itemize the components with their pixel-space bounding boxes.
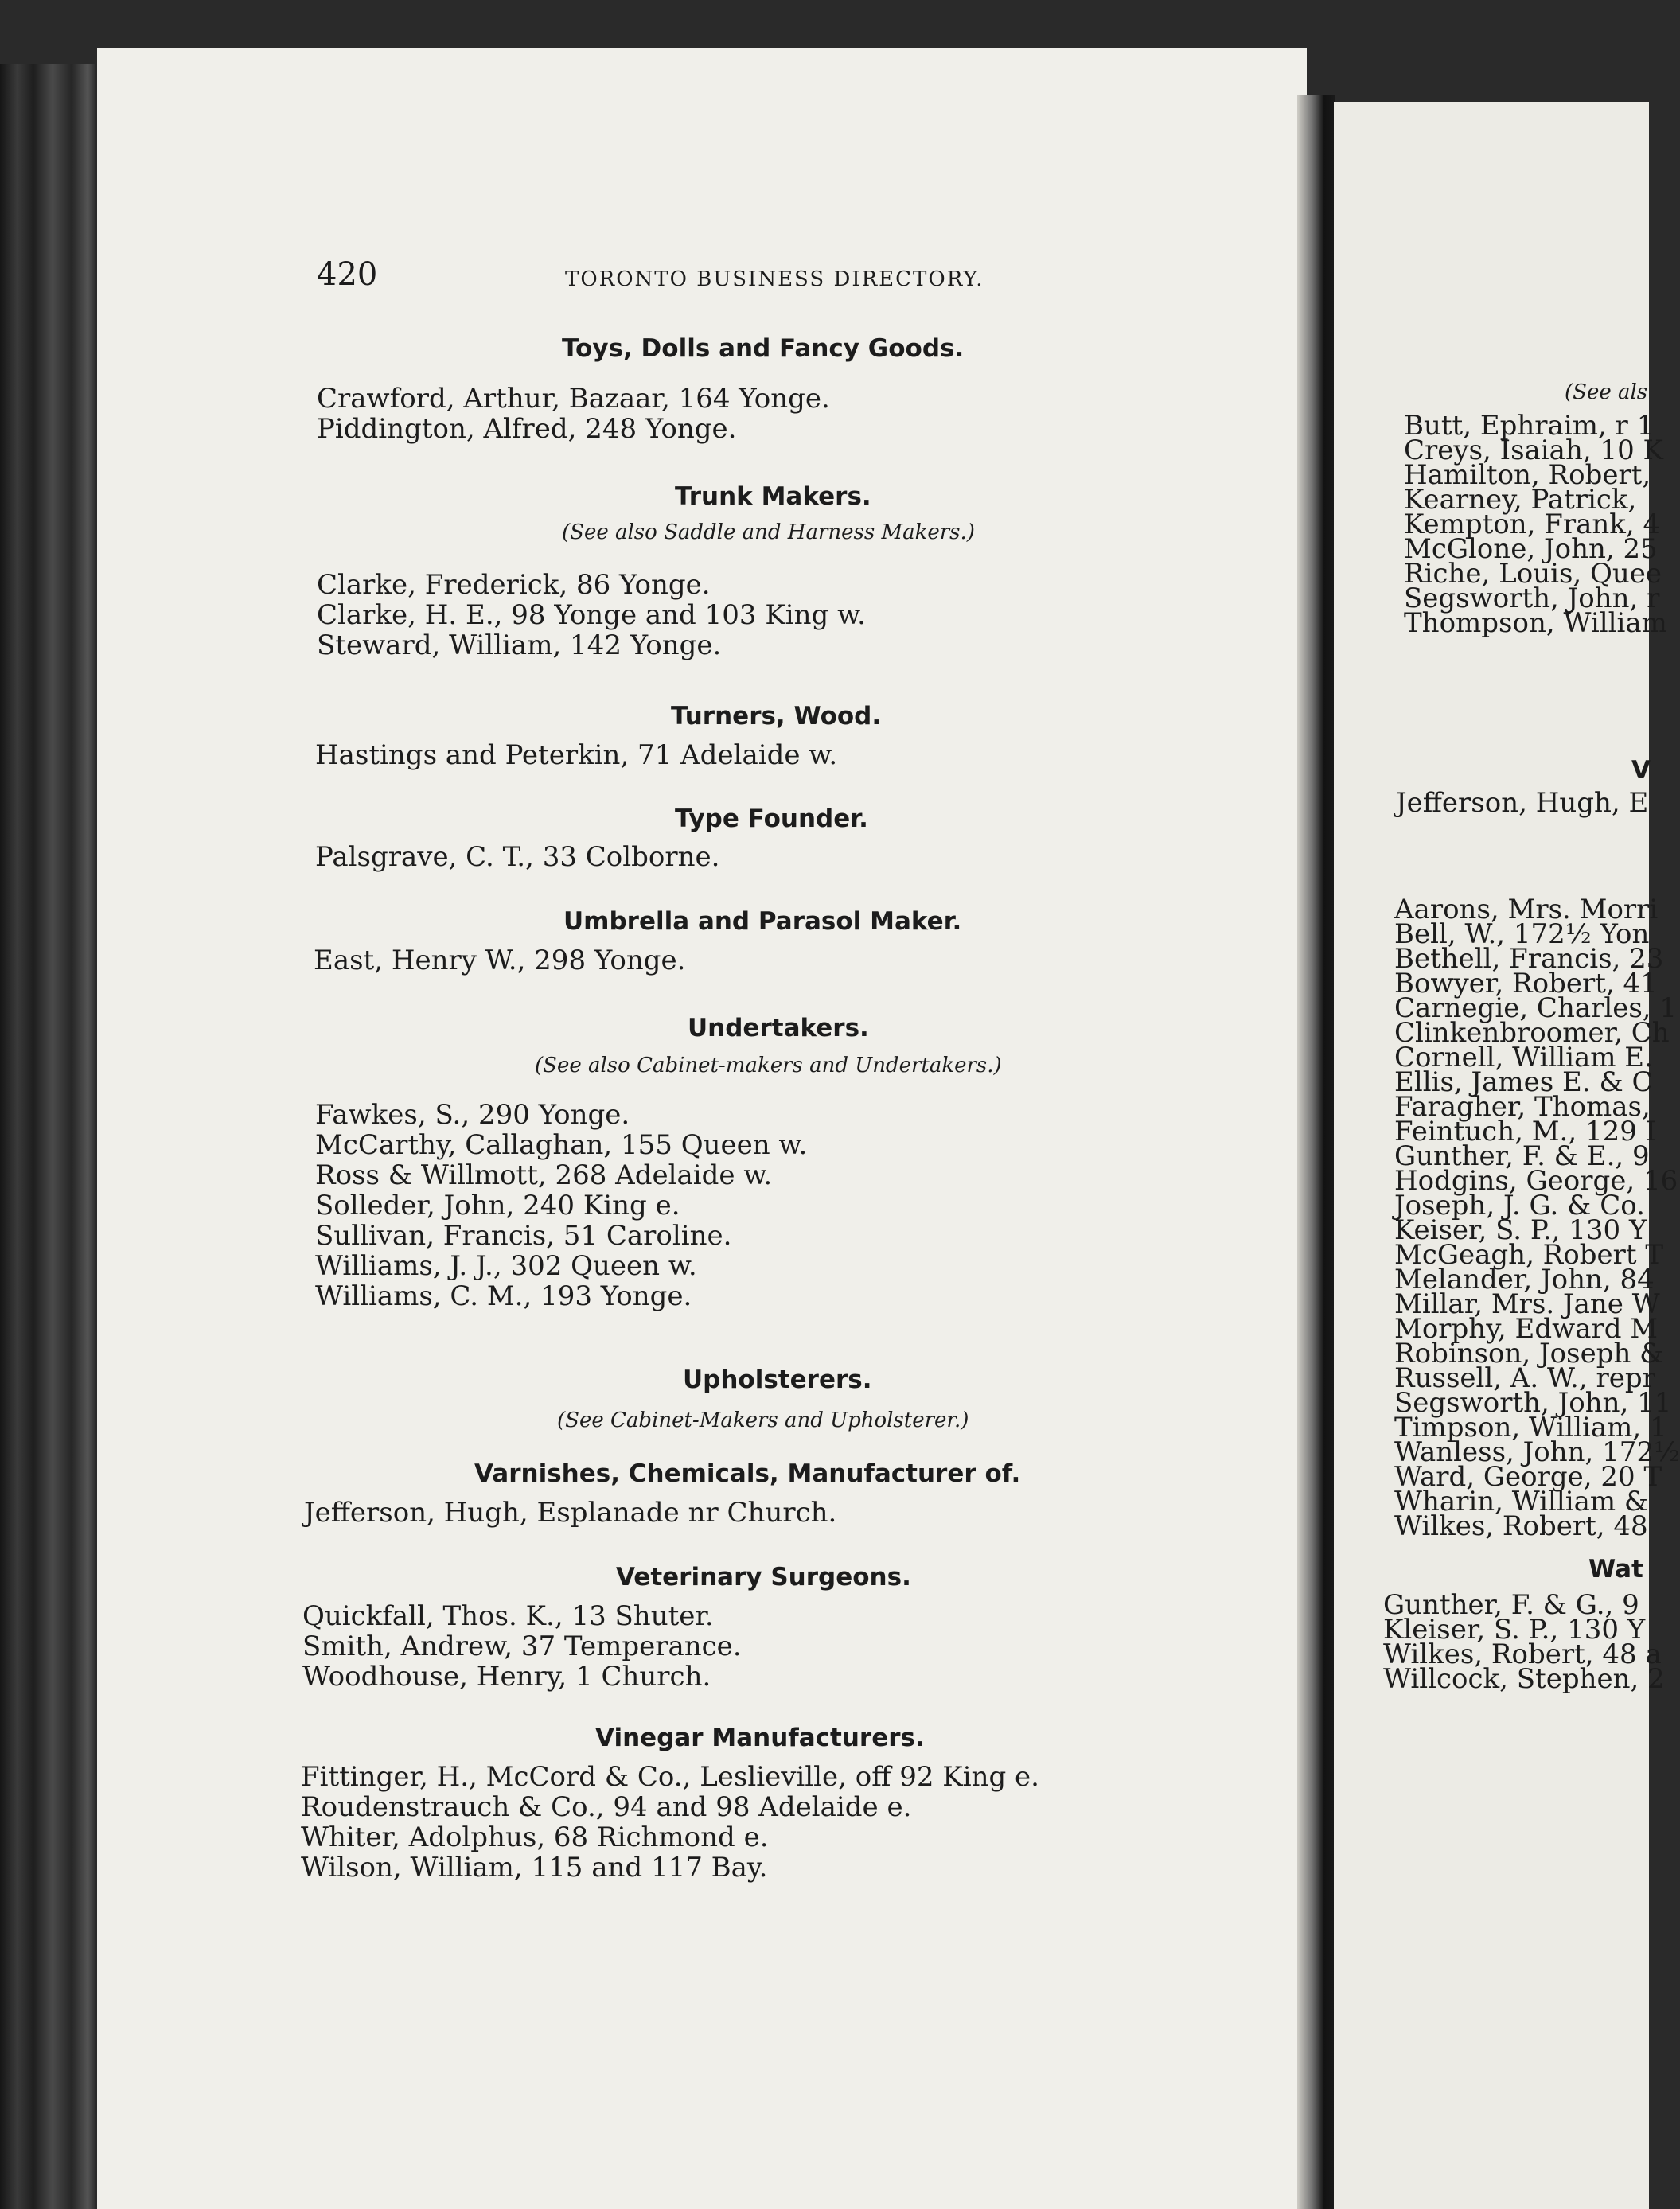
listing-entry: Millar, Mrs. Jane W	[1394, 1288, 1660, 1320]
section-heading-upholsterers: Upholsterers.	[683, 1366, 872, 1394]
listing-entry: Ward, George, 20 T	[1394, 1461, 1662, 1493]
listing-entry: Segsworth, John, 11	[1394, 1387, 1672, 1419]
listing-entry: Fittinger, H., McCord & Co., Leslieville, off 92 King e.	[301, 1761, 1039, 1793]
listing-entry: Cornell, William E.	[1394, 1042, 1653, 1073]
listing-entry: Creys, Isaiah, 10 K	[1404, 434, 1663, 466]
right-page-note: (See als	[1565, 380, 1648, 404]
listing-entry: Robinson, Joseph &	[1394, 1338, 1664, 1369]
listing-entry: Hodgins, George, 16	[1394, 1165, 1678, 1197]
listing-entry: Keiser, S. P., 130 Y	[1394, 1214, 1647, 1246]
see-also-note-undertakers: (See also Cabinet-makers and Undertakers.)	[535, 1054, 1002, 1077]
listing-entry: Thompson, William	[1404, 607, 1667, 639]
listing-entry: Kleiser, S. P., 130 Y	[1383, 1614, 1646, 1646]
right-page-block-2	[1396, 787, 1649, 819]
listing-entry: Bethell, Francis, 23	[1394, 943, 1664, 975]
page-number: 420	[317, 256, 378, 293]
see-note-upholsterers: (See Cabinet-Makers and Upholsterer.)	[557, 1408, 969, 1432]
section-entries-trunk-makers	[317, 570, 866, 660]
listing-entry: Gunther, F. & G., 9	[1383, 1589, 1639, 1621]
section-entries-varnishes	[304, 1498, 836, 1528]
listing-entry: Bell, W., 172½ Yon	[1394, 918, 1650, 950]
listing-entry: Russell, A. W., repr	[1394, 1362, 1655, 1394]
listing-entry: Crawford, Arthur, Bazaar, 164 Yonge.	[317, 383, 830, 415]
listing-entry: Kearney, Patrick,	[1404, 484, 1637, 516]
listing-entry: Melander, John, 84	[1394, 1264, 1655, 1295]
listing-entry: Williams, J. J., 302 Queen w.	[315, 1250, 697, 1282]
listing-entry: Quickfall, Thos. K., 13 Shuter.	[302, 1600, 714, 1632]
listing-entry: Feintuch, M., 129 I	[1394, 1116, 1657, 1147]
listing-entry: Kempton, Frank, 4	[1404, 508, 1661, 540]
book-spine	[0, 64, 95, 2209]
listing-entry: Jefferson, Hugh, E	[1396, 787, 1649, 819]
section-entries-vinegar	[301, 1762, 1039, 1883]
section-heading-trunk-makers: Trunk Makers.	[675, 482, 871, 511]
right-page-block-4	[1383, 1589, 1665, 1695]
listing-entry: McGeagh, Robert T	[1394, 1239, 1664, 1271]
right-page-heading-2: Wat	[1588, 1555, 1643, 1584]
listing-entry: Morphy, Edward M	[1394, 1313, 1659, 1345]
see-also-note-trunk-makers: (See also Saddle and Harness Makers.)	[562, 520, 975, 544]
listing-entry: Piddington, Alfred, 248 Yonge.	[317, 413, 737, 445]
listing-entry: Faragher, Thomas,	[1394, 1091, 1651, 1123]
listing-entry: Riche, Louis, Quee	[1404, 558, 1662, 590]
listing-entry: Whiter, Adolphus, 68 Richmond e.	[301, 1821, 769, 1853]
listing-entry: Wilkes, Robert, 48	[1394, 1510, 1648, 1542]
listing-entry: Solleder, John, 240 King e.	[315, 1190, 680, 1221]
right-page-block-3	[1394, 894, 1680, 1542]
listing-entry: Ross & Willmott, 268 Adelaide w.	[315, 1159, 773, 1191]
listing-entry: Smith, Andrew, 37 Temperance.	[302, 1630, 742, 1662]
listing-entry: Woodhouse, Henry, 1 Church.	[302, 1661, 711, 1693]
listing-entry: Wanless, John, 172½	[1394, 1436, 1680, 1468]
listing-entry: McCarthy, Callaghan, 155 Queen w.	[315, 1129, 808, 1161]
listing-entry: Fawkes, S., 290 Yonge.	[315, 1099, 630, 1131]
listing-entry: Wharin, William &	[1394, 1486, 1649, 1517]
listing-entry: McGlone, John, 25	[1404, 533, 1658, 565]
listing-entry: Clinkenbroomer, Ch	[1394, 1017, 1670, 1049]
listing-entry: Ellis, James E. & C	[1394, 1066, 1653, 1098]
listing-entry: Jefferson, Hugh, Esplanade nr Church.	[304, 1497, 837, 1529]
right-page-block-1	[1404, 410, 1667, 639]
listing-entry: Gunther, F. & E., 9	[1394, 1140, 1650, 1172]
listing-entry: Aarons, Mrs. Morri	[1394, 894, 1659, 925]
section-entries-type-founder	[315, 842, 719, 872]
listing-entry: Clarke, H. E., 98 Yonge and 103 King w.	[317, 599, 866, 631]
listing-entry: Butt, Ephraim, r 1	[1404, 410, 1655, 442]
listing-entry: Hastings and Peterkin, 71 Adelaide w.	[315, 739, 838, 771]
section-heading-turners-wood: Turners, Wood.	[671, 702, 882, 730]
listing-entry: Willcock, Stephen, 2	[1383, 1663, 1665, 1695]
listing-entry: Timpson, William, 1	[1394, 1412, 1667, 1443]
right-page	[1334, 102, 1680, 2209]
running-head: TORONTO BUSINESS DIRECTORY.	[565, 267, 984, 291]
section-heading-type-founder: Type Founder.	[675, 805, 868, 833]
listing-entry: Williams, C. M., 193 Yonge.	[315, 1280, 692, 1312]
listing-entry: Clarke, Frederick, 86 Yonge.	[317, 569, 711, 601]
listing-entry: Carnegie, Charles, 1	[1394, 992, 1678, 1024]
listing-entry: Hamilton, Robert,	[1404, 459, 1651, 491]
listing-entry: East, Henry W., 298 Yonge.	[314, 945, 686, 976]
listing-entry: Steward, William, 142 Yonge.	[317, 629, 722, 661]
book-gutter	[1297, 95, 1335, 2209]
section-entries-veterinary	[302, 1601, 742, 1692]
listing-entry: Bowyer, Robert, 41	[1394, 968, 1658, 999]
listing-entry: Segsworth, John, r	[1404, 582, 1660, 614]
section-entries-turners-wood	[315, 740, 837, 770]
section-heading-varnishes: Varnishes, Chemicals, Manufacturer of.	[474, 1459, 1021, 1488]
section-entries-umbrella	[314, 945, 685, 976]
listing-entry: Sullivan, Francis, 51 Caroline.	[315, 1220, 732, 1252]
section-heading-veterinary: Veterinary Surgeons.	[616, 1563, 911, 1591]
section-heading-undertakers: Undertakers.	[688, 1014, 869, 1042]
right-page-heading-1: V	[1631, 756, 1651, 785]
listing-entry: Wilkes, Robert, 48 a	[1383, 1638, 1662, 1670]
section-entries-undertakers	[315, 1100, 807, 1311]
listing-entry: Joseph, J. G. & Co.	[1394, 1190, 1645, 1221]
section-heading-vinegar: Vinegar Manufacturers.	[595, 1724, 925, 1752]
section-heading-umbrella: Umbrella and Parasol Maker.	[563, 907, 962, 936]
section-entries-toys	[317, 384, 830, 444]
listing-entry: Palsgrave, C. T., 33 Colborne.	[315, 841, 720, 873]
listing-entry: Wilson, William, 115 and 117 Bay.	[301, 1852, 768, 1884]
listing-entry: Roudenstrauch & Co., 94 and 98 Adelaide e.	[301, 1791, 912, 1823]
section-heading-toys: Toys, Dolls and Fancy Goods.	[562, 334, 965, 363]
